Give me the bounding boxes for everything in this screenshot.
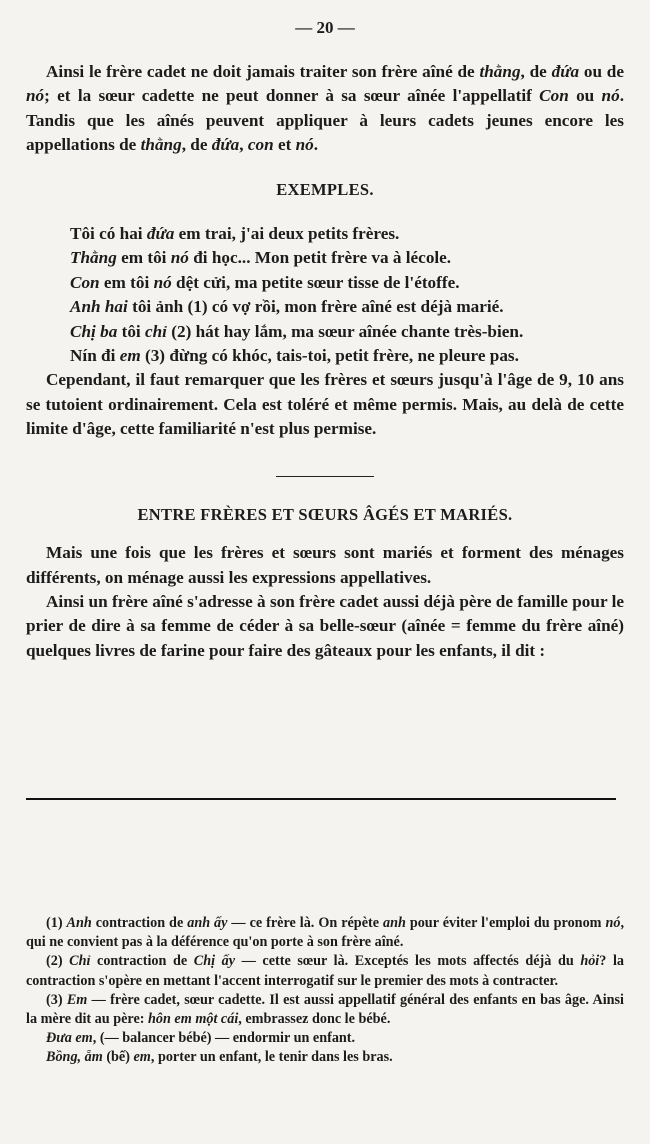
vietnamese-term: Chị ba — [70, 321, 118, 341]
vietnamese-term: Anh — [66, 915, 92, 931]
page-number: — 20 — — [295, 18, 355, 37]
vietnamese-term: Thằng — [70, 248, 117, 268]
text-run: Tôi có hai — [70, 224, 147, 244]
footnote-separator — [26, 798, 616, 800]
text-run: — cette sœur là. Exceptés les mots affectés déjà du — [235, 953, 581, 970]
vietnamese-term: nó — [295, 135, 314, 155]
text-run: tôi ảnh (1) có vợ rồi, mon frère aîné est déjà marié. — [127, 297, 504, 317]
ainsi-paragraph: Ainsi un frère aîné s'adresse à son frère cadet aussi déjà père de famille pour le prier de dire à sa femme de céder à sa belle-sœur (aînée = femme du frère aîné) quelques livres de farine pour faire des gâteaux pour les enfants, il dit : — [26, 591, 624, 660]
text-run: . Tandis que les aînés peuvent appliquer à leurs cadets jeunes encore les appellations de — [26, 86, 624, 155]
text-run: (bế) — [102, 1049, 134, 1066]
vietnamese-term: Bồng, ẵm — [46, 1049, 103, 1066]
text-run: contraction de — [91, 915, 188, 931]
vietnamese-term: Đưa em — [46, 1030, 93, 1047]
text-run: (3) đừng có khóc, tais-toi, petit frère, ne pleure pas. — [140, 346, 519, 366]
text-run: ou de — [579, 62, 624, 81]
footnote-1 — [26, 914, 624, 952]
text-run: , — [239, 135, 248, 155]
example-line — [70, 344, 624, 368]
example-line — [70, 222, 624, 246]
vietnamese-term: nó — [170, 248, 189, 268]
text-run: — ce frère là. On répète — [227, 915, 383, 931]
vietnamese-term: nó — [605, 915, 621, 931]
example-line — [70, 295, 624, 319]
example-line — [70, 271, 624, 295]
footnote-3-example-1 — [26, 1029, 624, 1048]
text-run: ; et la sœur cadette ne peut donner à sa sœur aînée l'appellatif — [44, 86, 540, 106]
text-run: em tôi — [116, 248, 171, 268]
text-run: Nín đi — [70, 346, 120, 366]
vietnamese-term: con — [247, 135, 274, 155]
vietnamese-term: hỏi — [580, 953, 600, 970]
vietnamese-term: Chỉ — [69, 953, 91, 970]
vietnamese-term: nó — [153, 272, 172, 292]
footnote-3-example-2 — [26, 1048, 624, 1067]
tutoiement-paragraph: Cependant, il faut remarquer que les frères et sœurs jusqu'à l'âge de 9, 10 ans se tutoient ordinairement. Cela est toléré et même permis. Mais, au delà de cette limite d'âge, cette familiarité n'est plus permise. — [26, 370, 624, 439]
vietnamese-term: đứa — [211, 135, 240, 155]
vietnamese-term: đứa — [551, 62, 580, 81]
footnotes — [26, 914, 624, 1068]
text-run: dệt cửi, ma petite sœur tisse de l'étoffe. — [171, 272, 460, 292]
text-run: ou — [568, 86, 602, 106]
text-run: et — [273, 135, 296, 155]
example-line — [70, 246, 624, 270]
vietnamese-term: thằng — [140, 135, 182, 155]
text-run: đi học... Mon petit frère va à lécole. — [188, 248, 452, 268]
text-run: em tôi — [99, 272, 154, 292]
footnote-number: (3) — [46, 991, 67, 1008]
text-run: pour éviter l'emploi du pronom — [405, 915, 606, 931]
vietnamese-term: nó — [601, 86, 620, 106]
section-heading: ENTRE FRÈRES ET SŒURS ÂGÉS ET MARIÉS. — [137, 504, 513, 524]
example-line — [70, 320, 624, 344]
text-run: (2) hát hay lắm, ma sœur aînée chante très-bien. — [166, 321, 524, 341]
examples-list — [70, 222, 624, 368]
vietnamese-term: chỉ — [144, 321, 167, 341]
footnote-3 — [26, 991, 624, 1029]
vietnamese-term: Con — [539, 86, 569, 106]
main-text — [26, 60, 624, 663]
text-run: , (— balancer bébé) — endormir un enfant. — [92, 1030, 356, 1047]
text-run: , embrassez donc le bébé. — [238, 1011, 391, 1028]
vietnamese-term: hôn em một cái — [148, 1011, 239, 1028]
text-run: , qui ne convient pas à la déférence qu'on porte à son frère aîné. — [26, 915, 624, 951]
menages-paragraph: Mais une fois que les frères et sœurs sont mariés et forment des ménages différents, on ménage aussi les expressions appellatives. — [26, 543, 624, 587]
vietnamese-term: nó — [26, 86, 45, 106]
vietnamese-term: Con — [70, 272, 100, 292]
text-run: — frère cadet, sœur cadette. Il est aussi appellatif général des enfants en bas âge. Ainsi la mère dit au père: — [26, 991, 624, 1028]
footnote-2 — [26, 952, 624, 990]
vietnamese-term: đứa — [146, 224, 175, 244]
section-divider — [276, 476, 374, 477]
examples-heading: EXEMPLES. — [276, 179, 374, 199]
vietnamese-term: Em — [66, 991, 88, 1008]
text-run: , de — [181, 135, 212, 155]
vietnamese-term: em — [119, 346, 141, 366]
footnote-number: (2) — [46, 953, 70, 970]
text-run: . — [313, 135, 319, 155]
vietnamese-term: anh — [382, 915, 406, 931]
text-run: , de — [520, 62, 552, 81]
text-run: tôi — [117, 321, 145, 341]
vietnamese-term: thằng — [479, 62, 521, 81]
text-run: ? la contraction s'opère en mettant l'accent interrogatif sur le premier des mots à contracter. — [26, 953, 624, 989]
vietnamese-term: Anh hai — [70, 297, 128, 317]
footnote-number: (1) — [46, 915, 67, 931]
text-run: , porter un enfant, le tenir dans les bras. — [150, 1049, 393, 1066]
vietnamese-term: em — [133, 1049, 151, 1066]
text-run: Ainsi le frère cadet ne doit jamais traiter son frère aîné de — [46, 62, 480, 81]
text-run: em trai, j'ai deux petits frères. — [174, 224, 400, 244]
intro-paragraph — [26, 60, 624, 158]
text-run: contraction de — [90, 953, 194, 970]
vietnamese-term: Chị ấy — [193, 953, 236, 970]
vietnamese-term: anh ấy — [187, 915, 228, 931]
